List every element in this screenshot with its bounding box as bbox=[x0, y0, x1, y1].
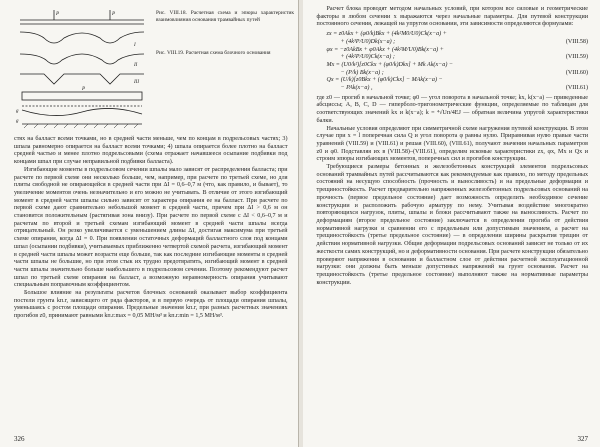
paragraph: Требующиеся размеры бетонных и железобетонных конструкций элементов подрельсовых оснований трамвайных путей рассчитываются как рекомендуемые как правило, по методу предельных состояний на несущую способность (прочность и выносливость) и на предельные деформации и трещиностойкость. Расчет предварительно напряженных железобетонных подрельсовых оснований на прочность (первое предельное состояние) дает возможность определить необходимое сечение конструкции и расположить рабочую арматуру по нему. Учитывая воздействие многократно повторяющихся нагрузок, плиты, шпалы и блоки рассчитывают также на выносливость. Расчет по деформациям (второе предельное состояние) заключается в определении прогиба от действия нормативной нагрузки и сравнении его с предельным или допустимым значением, а расчет на трещиностойкость (третье предельное состояние) — в определении ширины раскрытия трещин от действия нормативной нагрузки. Общие деформации подрельсовых оснований зависят не только от их жесткости самих конструкций, но и деформативности основания. При расчете конструкции обязательно проверяют напряжения в основании и балластном слое от действия расчетной эксплуатационной нагрузки: они должны быть меньше допустимых напряжений на грунт основания. Расчет на трещиностойкость (третье предельное состояние) выполняют также на нормативные параметры конструкции. bbox=[316, 164, 588, 286]
left-page bbox=[0, 0, 299, 447]
equation-number: (VIII.59) bbox=[565, 54, 588, 61]
paragraph: Начальные условия определяют при симметричной схеме нагружения путевой конструкции. В этом случае при x = l поперечная сила Q и угол поворота φ равны нулю. Приравнивая нулю правые части уравнений (VIII.59) и (VIII.61) и решая (VIII.60), (VIII.61), получают значения начальных параметров z0 и φ0. Подставляя их в (VIII.58)–(VIII.61), определим искомые характеристики zx, φx, Mx и Qx и строим эпюры изгибающих моментов, поперечных сил и прогибов конструкции. bbox=[316, 125, 588, 163]
figure-area bbox=[14, 6, 294, 136]
right-page bbox=[303, 0, 600, 447]
paragraph: где z0 — прогиб в начальной точке; φ0 — угол поворота в начальной точке; kx, k(x−a) — приведенные абсциссы; A, B, C, D — гиперболо-тригонометрические функции, определяемые по таблицам для соответствующих значений kx и k(x−a); k = ⁴√Uп/4EJ — обратная величина упругой характеристики балки. bbox=[316, 94, 588, 124]
page-number: 327 bbox=[577, 435, 588, 443]
load-label: P bbox=[82, 87, 86, 92]
equation-text: φx = −z0AkBx + φ0Akx + (4k²M/U0)Bk(x−a) + bbox=[326, 46, 444, 53]
equation-text: Qx = (U/k)[z0Bkx + (φ0/k)Ckx] − MAk(x−a) − bbox=[326, 77, 443, 84]
figure-caption: Рис. VIII.18. Расчетная схема и эпюры характеристик взаимовлияния основания трамвайных путей bbox=[156, 10, 294, 23]
pressure-epure bbox=[20, 74, 144, 84]
paragraph: стях на балласт всеми точками, но в средней части меньше, чем по концам в подрельсовых частях; 3) шпала равномерно опирается на балласт всеми точками; 4) шпала опирается более плотно на балласт средней частью и менее плотно подрельсовыми (схема отражает начавшееся осыпание подбивки под концами шпал при случае неправильной подбивки балласта). bbox=[14, 136, 288, 166]
epure-label: II bbox=[134, 63, 138, 68]
deflection-curve bbox=[20, 32, 144, 43]
paragraph: Расчет блока проводят методом начальных условий, при котором все силовые и геометрические факторы в любом сечении x выражаются через начальные параметры. Для путевой конструкции постоянного сечения, лежащей на упругом основании, эти зависимости определяются формулами: bbox=[316, 6, 588, 28]
equation-text: + (4k²P/U0)Ck(x−a) ; bbox=[340, 54, 395, 61]
equation-number: (VIII.61) bbox=[565, 85, 588, 92]
page-number: 326 bbox=[14, 435, 25, 443]
equation-text: + (4k³P/U0)Dk(x−a) ; bbox=[340, 38, 396, 45]
equation-line bbox=[317, 62, 589, 70]
equation-text: − (P/k) Bk(x−a) ; bbox=[340, 69, 384, 76]
block-deflection-curve bbox=[22, 108, 142, 115]
equation-line bbox=[317, 39, 589, 47]
load-label: P bbox=[112, 12, 116, 17]
paragraph: Изгибающие моменты в подрельсовом сечении шпалы мало зависят от распределения балласта; при расчете по первой схеме они несколько больше, чем, например, при расчете по третьей схеме, но для плиты свободной не опирающейся в средней части при ΔI = 0,6–0,7 м (что, как правило, и бывает), то увеличение моментов очень незначительно и его можно не учитывать. В отличие от этого изгибающий момент в средней части шпалы сильно зависит от характера опирания ее на балласт. При расчете по первой схеме дают сравнительно небольшой момент в средней части, причем при ΔI > 0,6 м он становится положительным (растягивая зона внизу). При расчете по первой схеме с ΔI < 0,6–0,7 м и расчетам по второй и третьей схемам изгибающий момент в средней части шпалы всегда отрицательный. Он резко увеличивается с уменьшением длины ΔI, достигая максимума при третьей схеме опирания, когда ΔI = 0. При появлении остаточных деформаций балластного слоя под концами шпал (осыпании подбивки), учитываемых приближенно четвертой схемой расчета, изгибающий момент в средней части шпалы может возрасти еще больше, так как последние изгибающие моменты в средней части шпалы не большие, но при этом стык их трудно предотвратить, изгибающий момент в средней части шпалы значительно больше наибольшего в подрельсовом сечении. Поэтому рекомендуют расчет шпал по третьей схеме опирания на балласт, а возможную неравномерность опирания учитывают специальным поправочным коэффициентом. bbox=[14, 166, 288, 289]
moment-curve bbox=[20, 54, 144, 64]
equation-line bbox=[317, 54, 589, 62]
axis-label: g bbox=[16, 109, 19, 114]
left-page-content bbox=[14, 6, 294, 431]
load-label: P bbox=[56, 12, 60, 17]
equation-text: zx = z0Akx + (φ0/k)Bkx + (4k²M0/U0)Ck(x−a) + bbox=[326, 31, 447, 38]
epure-label: III bbox=[134, 80, 139, 85]
equation-text: − PAk(x−a) , bbox=[340, 85, 373, 92]
equation-line bbox=[317, 85, 589, 93]
equation-line bbox=[317, 77, 589, 85]
right-page-content bbox=[317, 6, 589, 431]
epure-label: I bbox=[134, 43, 136, 48]
figure-caption: Рис. VIII.19. Расчетная схема блочного основания bbox=[156, 50, 271, 56]
equation-number: (VIII.58) bbox=[565, 38, 588, 45]
paragraph: Большое влияние на результаты расчетов блочных оснований оказывает выбор коэффициента постели грунта kп.г, зависящего от ряда факторов, и в первую очередь от площади опирания шпалы, уменьшаясь с ростом площади опирания. Предельные значения kп.г, при разных расчетных значениях прогибов z0, принимают равными kп.г.max = 0,05 МН/м³ и kп.г.min = 1,5 МН/м³. bbox=[14, 290, 288, 320]
axis-label: g bbox=[16, 119, 19, 124]
block-outline bbox=[22, 92, 142, 100]
equation-line bbox=[317, 31, 589, 39]
figure-diagram bbox=[14, 8, 150, 134]
equation-number: (VIII.60) bbox=[565, 69, 588, 76]
equation-text: Mx = (U0/k²)[z0Ckx + (φ0/k)Dkx] + Mk Ak(x−a) − bbox=[326, 61, 453, 68]
